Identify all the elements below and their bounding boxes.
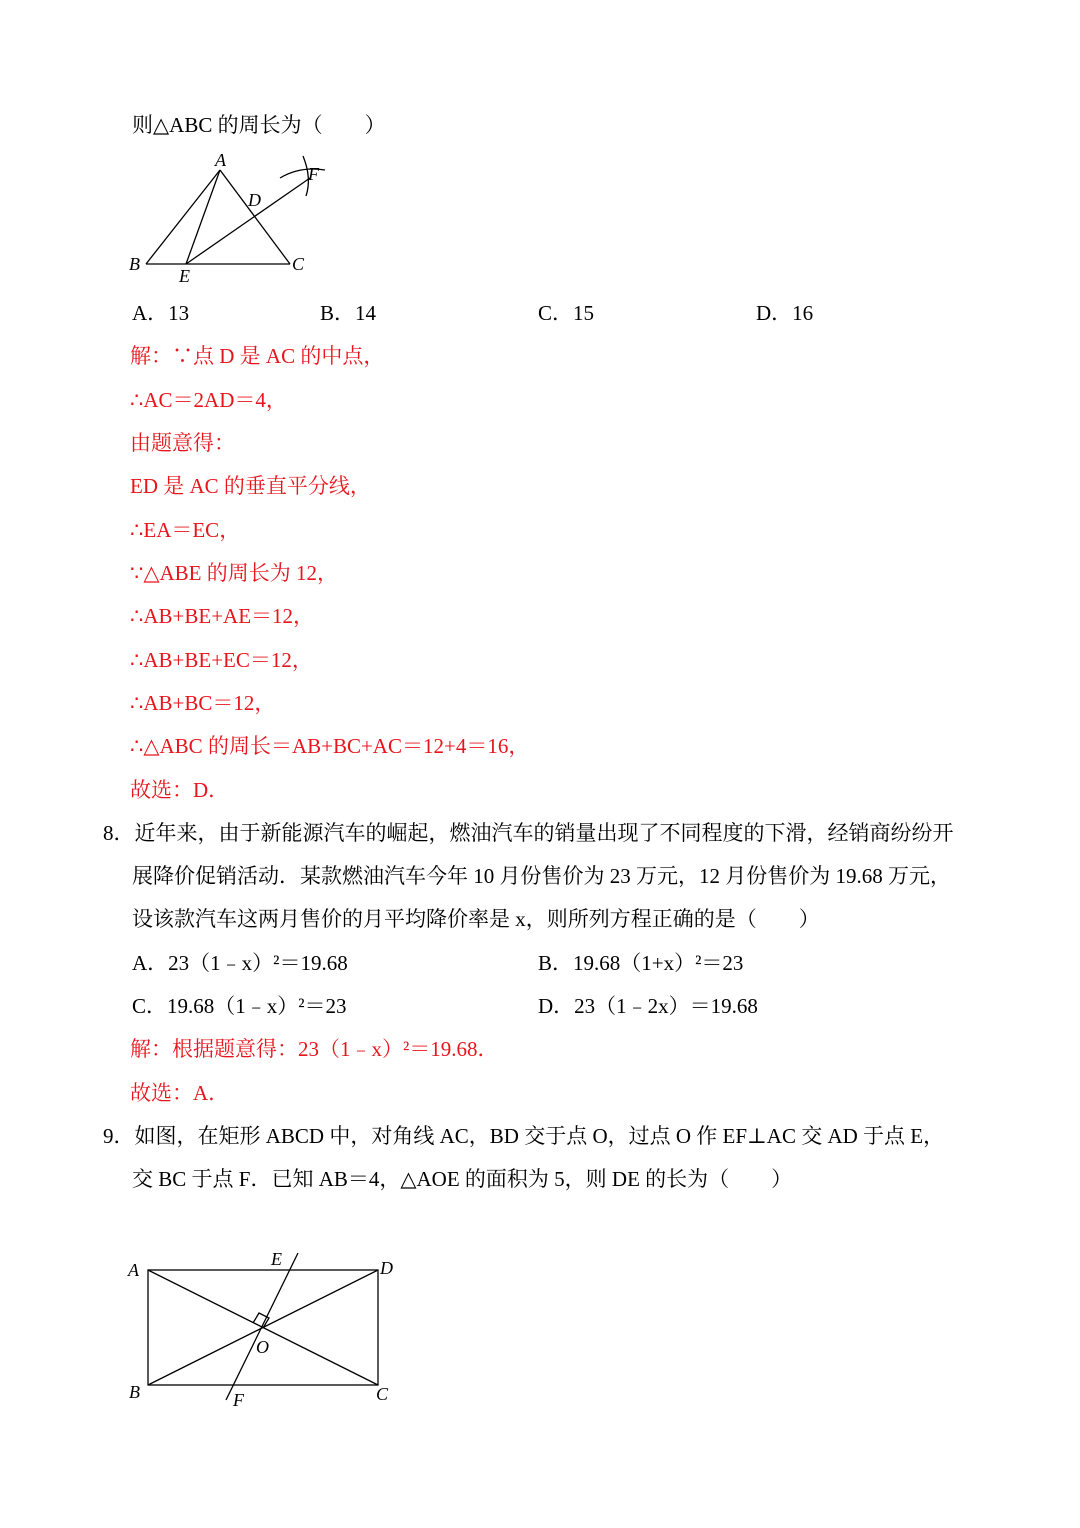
q7-solution-line: ∴EA＝EC，	[130, 518, 241, 542]
q9-rectangle-figure	[122, 1245, 412, 1415]
q8-answer: 故选：A．	[130, 1081, 230, 1105]
label-A: A	[215, 150, 226, 170]
label-O: O	[256, 1337, 269, 1357]
q7-option-a: A．13	[132, 301, 190, 325]
q7-solution-line: ∴AC＝2AD＝4，	[130, 388, 287, 412]
label-B: B	[129, 254, 140, 274]
segment-AE	[186, 170, 220, 264]
q7-solution-line: 解：∵点 D 是 AC 的中点，	[130, 344, 385, 368]
q7-solution-line: ED 是 AC 的垂直平分线，	[130, 474, 371, 498]
label-E: E	[179, 266, 190, 286]
q7-option-b: B．14	[320, 301, 377, 325]
q9-stem-line: 交 BC 于点 F．已知 AB＝4，△AOE 的面积为 5，则 DE 的长为（ ）	[132, 1167, 793, 1191]
q7-solution-line: 由题意得：	[130, 431, 235, 455]
q7-answer: 故选：D．	[130, 778, 230, 802]
segment-EF	[226, 1253, 298, 1400]
q7-solution-line: ∵△ABE 的周长为 12，	[130, 561, 339, 585]
q7-triangle-figure	[120, 148, 340, 288]
q8-stem-line: 展降价促销活动．某款燃油汽车今年 10 月份售价为 23 万元，12 月份售价为 19.68 万元，	[132, 864, 951, 888]
q9-stem-line: 9．如图，在矩形 ABCD 中，对角线 AC，BD 交于点 O，过点 O 作 EF⊥AC 交 AD 于点 E，	[103, 1124, 945, 1148]
q8-option-a: A．23（1﹣x）²＝19.68	[132, 951, 348, 975]
q8-solution-line: 解：根据题意得：23（1﹣x）²＝19.68．	[130, 1037, 499, 1061]
q8-option-c: C．19.68（1﹣x）²＝23	[132, 994, 347, 1018]
label-D: D	[380, 1258, 393, 1278]
label-B: B	[129, 1382, 140, 1402]
q8-stem-line: 8．近年来，由于新能源汽车的崛起，燃油汽车的销量出现了不同程度的下滑，经销商纷纷开	[103, 821, 954, 845]
q7-solution-line: ∴AB+BE+AE＝12，	[130, 604, 315, 628]
label-C: C	[292, 254, 305, 274]
q7-solution-line: ∴△ABC 的周长＝AB+BC+AC＝12+4＝16，	[130, 734, 530, 758]
label-C: C	[376, 1384, 389, 1404]
segment-AB	[146, 170, 220, 264]
q8-option-b: B．19.68（1+x）²＝23	[538, 951, 744, 975]
q7-option-d: D．16	[756, 301, 814, 325]
label-D: D	[248, 190, 261, 210]
q7-option-c: C．15	[538, 301, 595, 325]
q8-stem-line: 设该款汽车这两月售价的月平均降价率是 x，则所列方程正确的是（ ）	[132, 907, 820, 931]
q7-stem-tail: 则△ABC 的周长为（ ）	[132, 113, 386, 137]
q8-option-d: D．23（1﹣2x）＝19.68	[538, 994, 758, 1018]
label-A: A	[128, 1260, 139, 1280]
label-F: F	[308, 164, 319, 184]
label-E: E	[271, 1249, 282, 1269]
segment-AC	[220, 170, 290, 264]
label-F: F	[233, 1390, 244, 1410]
q7-solution-line: ∴AB+BC＝12，	[130, 691, 276, 715]
q7-solution-line: ∴AB+BE+EC＝12，	[130, 648, 313, 672]
